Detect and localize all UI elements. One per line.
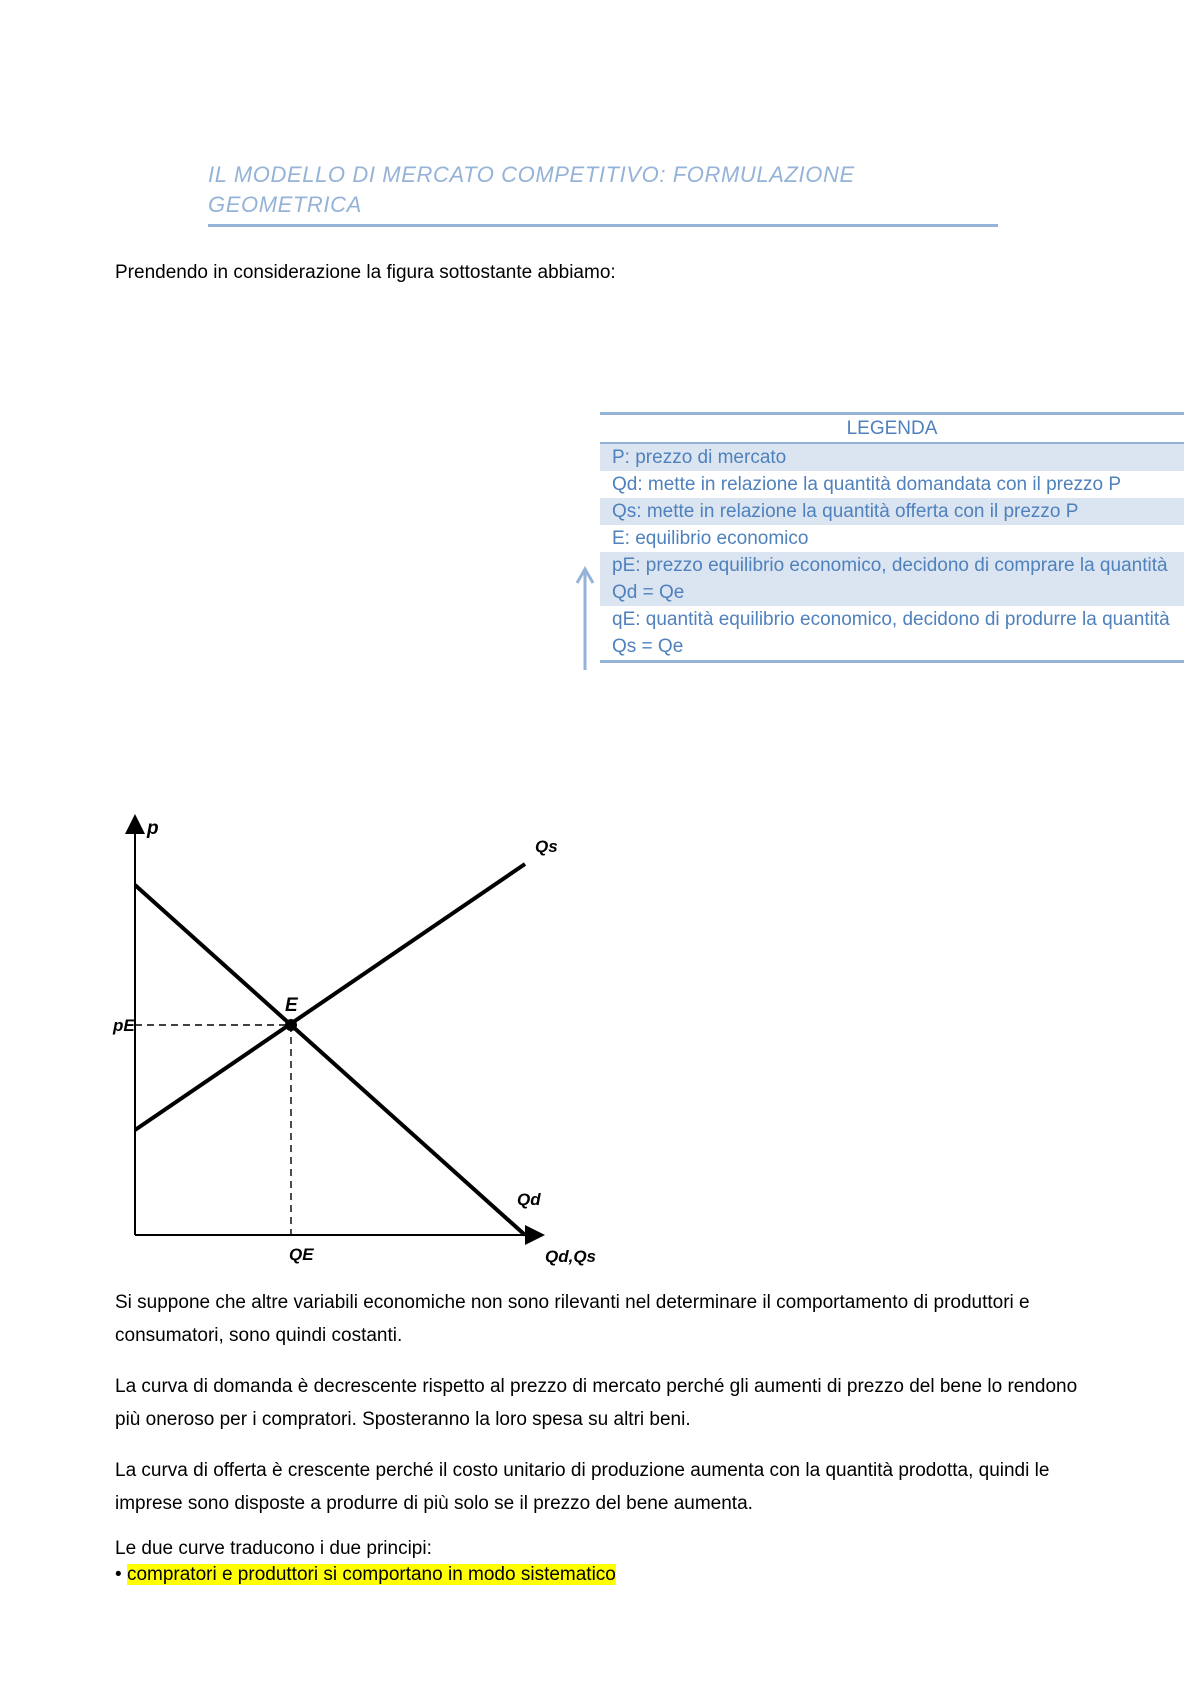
demand-curve <box>135 885 525 1235</box>
pE-tick-label: pE <box>113 1016 135 1035</box>
paragraph: Si suppone che altre variabili economiche non sono rilevanti nel determinare il comportamento di produttori e consumatori, sono quindi costanti. <box>115 1292 1030 1346</box>
demand-curve-label: Qd <box>517 1190 541 1209</box>
highlighted-text: compratori e produttori si comportano in modo sistematico <box>126 1564 616 1585</box>
legend-item: Qs: mette in relazione la quantità offerta con il prezzo P <box>600 498 1184 525</box>
y-axis-label: p <box>147 818 159 839</box>
supply-curve <box>135 864 525 1130</box>
x-axis-label: Qd,Qs <box>545 1247 597 1266</box>
legend-header: LEGENDA <box>600 415 1184 444</box>
paragraph: La curva di offerta è crescente perché il costo unitario di produzione aumenta con la quantità prodotta, quindi le imprese sono disposte a produrre di più solo se il prezzo del bene aumenta. <box>115 1460 1050 1514</box>
equilibrium-point <box>285 1019 297 1031</box>
legend-item: pE: prezzo equilibrio economico, decidono di comprare la quantità Qd = Qe <box>600 552 1184 606</box>
qE-tick-label: QE <box>289 1245 314 1264</box>
scroll-up-arrow-icon <box>575 565 595 670</box>
page-title: IL MODELLO DI MERCATO COMPETITIVO: FORMULAZIONE GEOMETRICA <box>208 162 855 217</box>
legend-bottom-rule <box>600 660 1184 663</box>
legend-item: E: equilibrio economico <box>612 528 809 549</box>
paragraph: Le due curve traducono i due principi: <box>115 1538 432 1559</box>
legend-item: P: prezzo di mercato <box>600 444 1184 471</box>
legend-item: Qd: mette in relazione la quantità domandata con il prezzo P <box>612 474 1122 495</box>
title-underline <box>208 224 998 227</box>
bullet-symbol: • <box>115 1564 122 1585</box>
bullet-item <box>115 1560 616 1590</box>
legend-item: qE: quantità equilibrio economico, decidono di produrre la quantità Qs = Qe <box>612 609 1170 657</box>
supply-demand-chart <box>105 810 605 1270</box>
supply-curve-label: Qs <box>535 837 558 856</box>
equilibrium-label: E <box>285 995 298 1016</box>
intro-text: Prendendo in considerazione la figura sottostante abbiamo: <box>115 262 616 283</box>
legend-table <box>600 412 1184 663</box>
paragraph: La curva di domanda è decrescente rispetto al prezzo di mercato perché gli aumenti di prezzo del bene lo rendono più oneroso per i compratori. Sposteranno la loro spesa su altri beni. <box>115 1376 1078 1430</box>
